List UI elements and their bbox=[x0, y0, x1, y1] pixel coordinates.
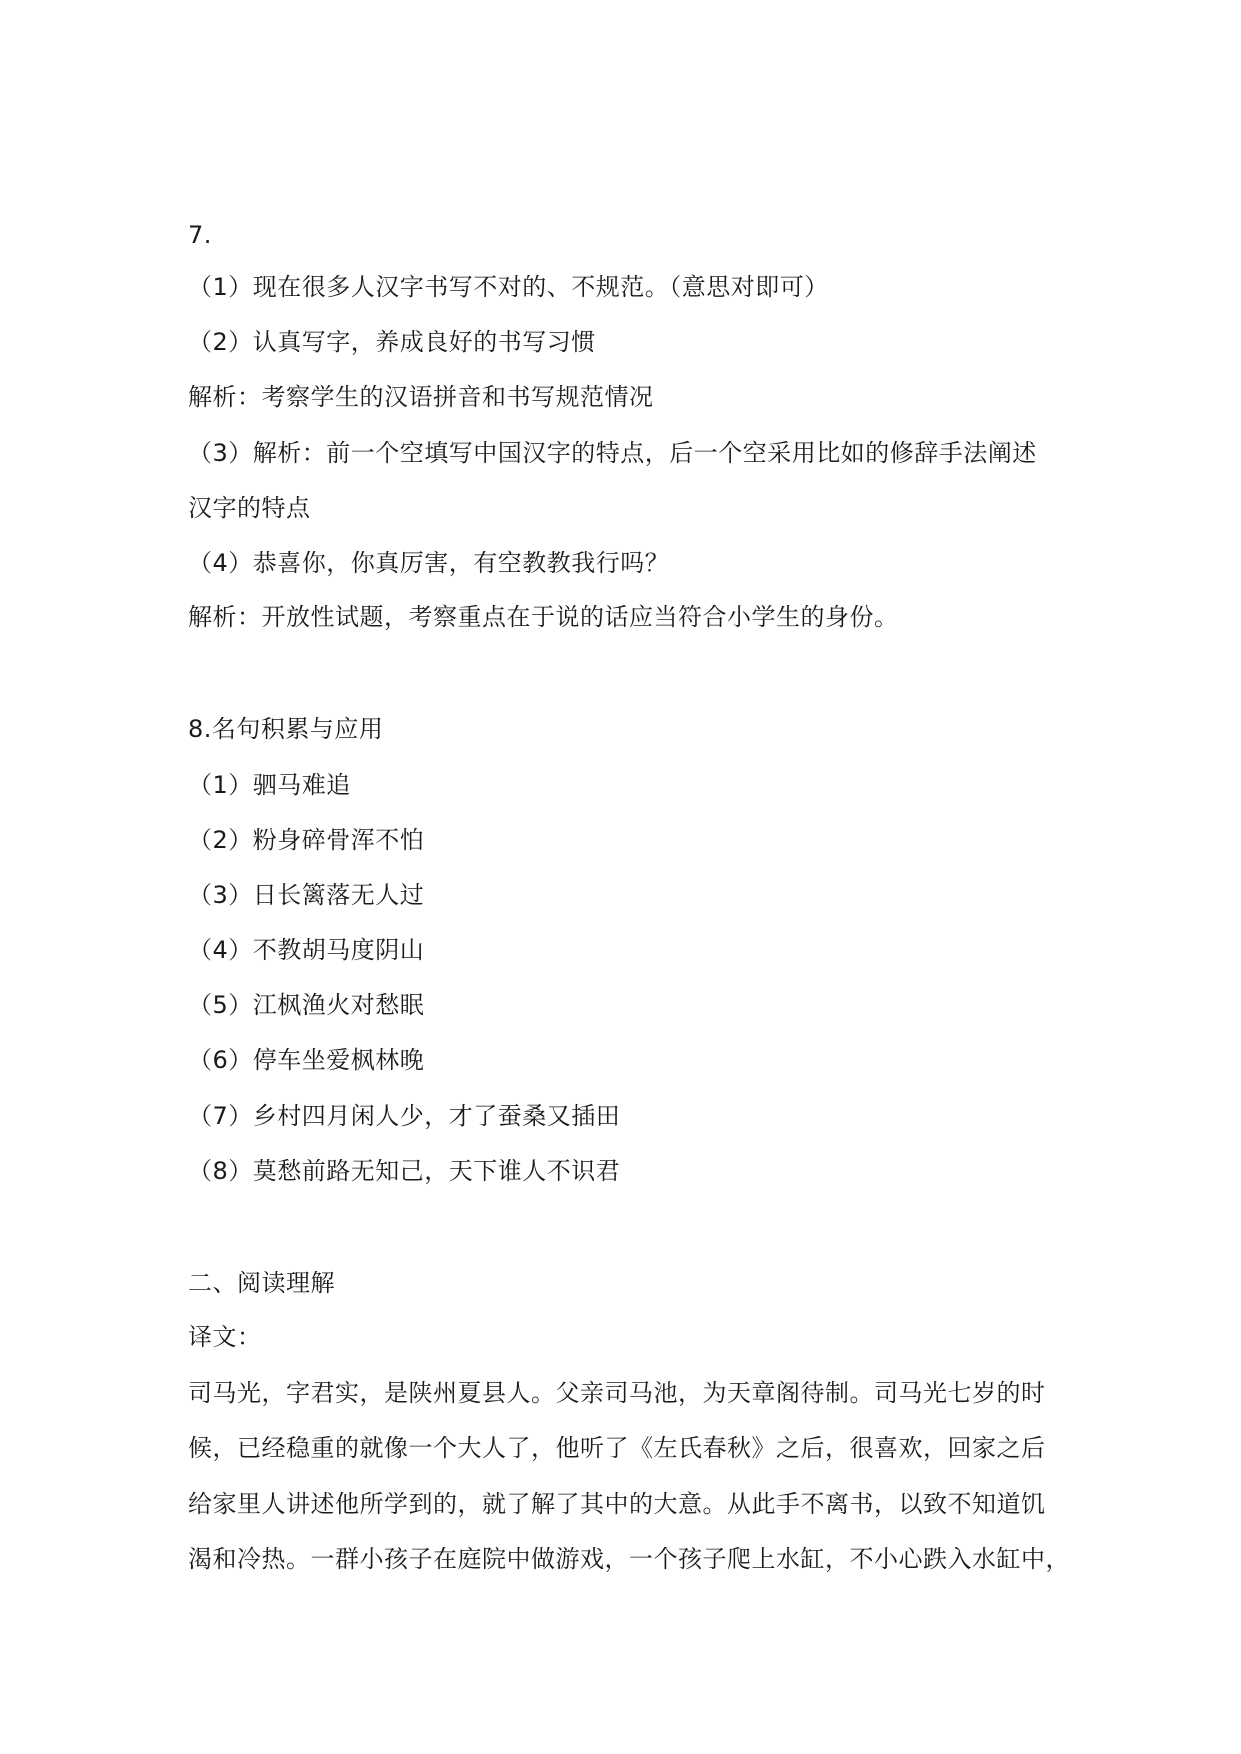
q7-analysis-2: 解析：开放性试题，考察重点在于说的话应当符合小学生的身份。 bbox=[188, 603, 899, 631]
q8-heading: 8.名句积累与应用 bbox=[188, 715, 384, 743]
q7-heading: 7. bbox=[188, 221, 212, 249]
translation-paragraph-line: 司马光，字君实，是陕州夏县人。父亲司马池，为天章阁待制。司马光七岁的时 bbox=[188, 1379, 1046, 1407]
q8-item: （8）莫愁前路无知己，天下谁人不识君 bbox=[188, 1157, 621, 1185]
translation-label: 译文： bbox=[188, 1323, 262, 1351]
q7-answer-4: （4）恭喜你，你真厉害，有空教教我行吗？ bbox=[188, 549, 670, 577]
q7-answer-3-line-2: 汉字的特点 bbox=[188, 494, 311, 522]
section-2-heading: 二、阅读理解 bbox=[188, 1269, 335, 1297]
translation-paragraph-line: 渴和冷热。一群小孩子在庭院中做游戏，一个孩子爬上水缸，不小心跌入水缸中， bbox=[188, 1545, 1070, 1573]
q8-item: （3）日长篱落无人过 bbox=[188, 881, 425, 909]
q8-item: （4）不教胡马度阴山 bbox=[188, 936, 425, 964]
q8-item: （2）粉身碎骨浑不怕 bbox=[188, 826, 425, 854]
translation-paragraph-line: 给家里人讲述他所学到的，就了解了其中的大意。从此手不离书，以致不知道饥 bbox=[188, 1490, 1046, 1518]
q8-item: （1）驷马难追 bbox=[188, 771, 351, 799]
q7-analysis-1: 解析：考察学生的汉语拼音和书写规范情况 bbox=[188, 383, 654, 411]
q8-item: （6）停车坐爱枫林晚 bbox=[188, 1046, 425, 1074]
q8-item: （7）乡村四月闲人少，才了蚕桑又插田 bbox=[188, 1102, 621, 1130]
q8-item: （5）江枫渔火对愁眠 bbox=[188, 991, 425, 1019]
translation-paragraph-line: 候，已经稳重的就像一个大人了，他听了《左氏春秋》之后，很喜欢，回家之后 bbox=[188, 1434, 1046, 1462]
q7-answer-1: （1）现在很多人汉字书写不对的、不规范。（意思对即可） bbox=[188, 273, 829, 301]
q7-answer-3-line-1: （3）解析：前一个空填写中国汉字的特点，后一个空采用比如的修辞手法阐述 bbox=[188, 439, 1037, 467]
q7-answer-2: （2）认真写字，养成良好的书写习惯 bbox=[188, 328, 596, 356]
